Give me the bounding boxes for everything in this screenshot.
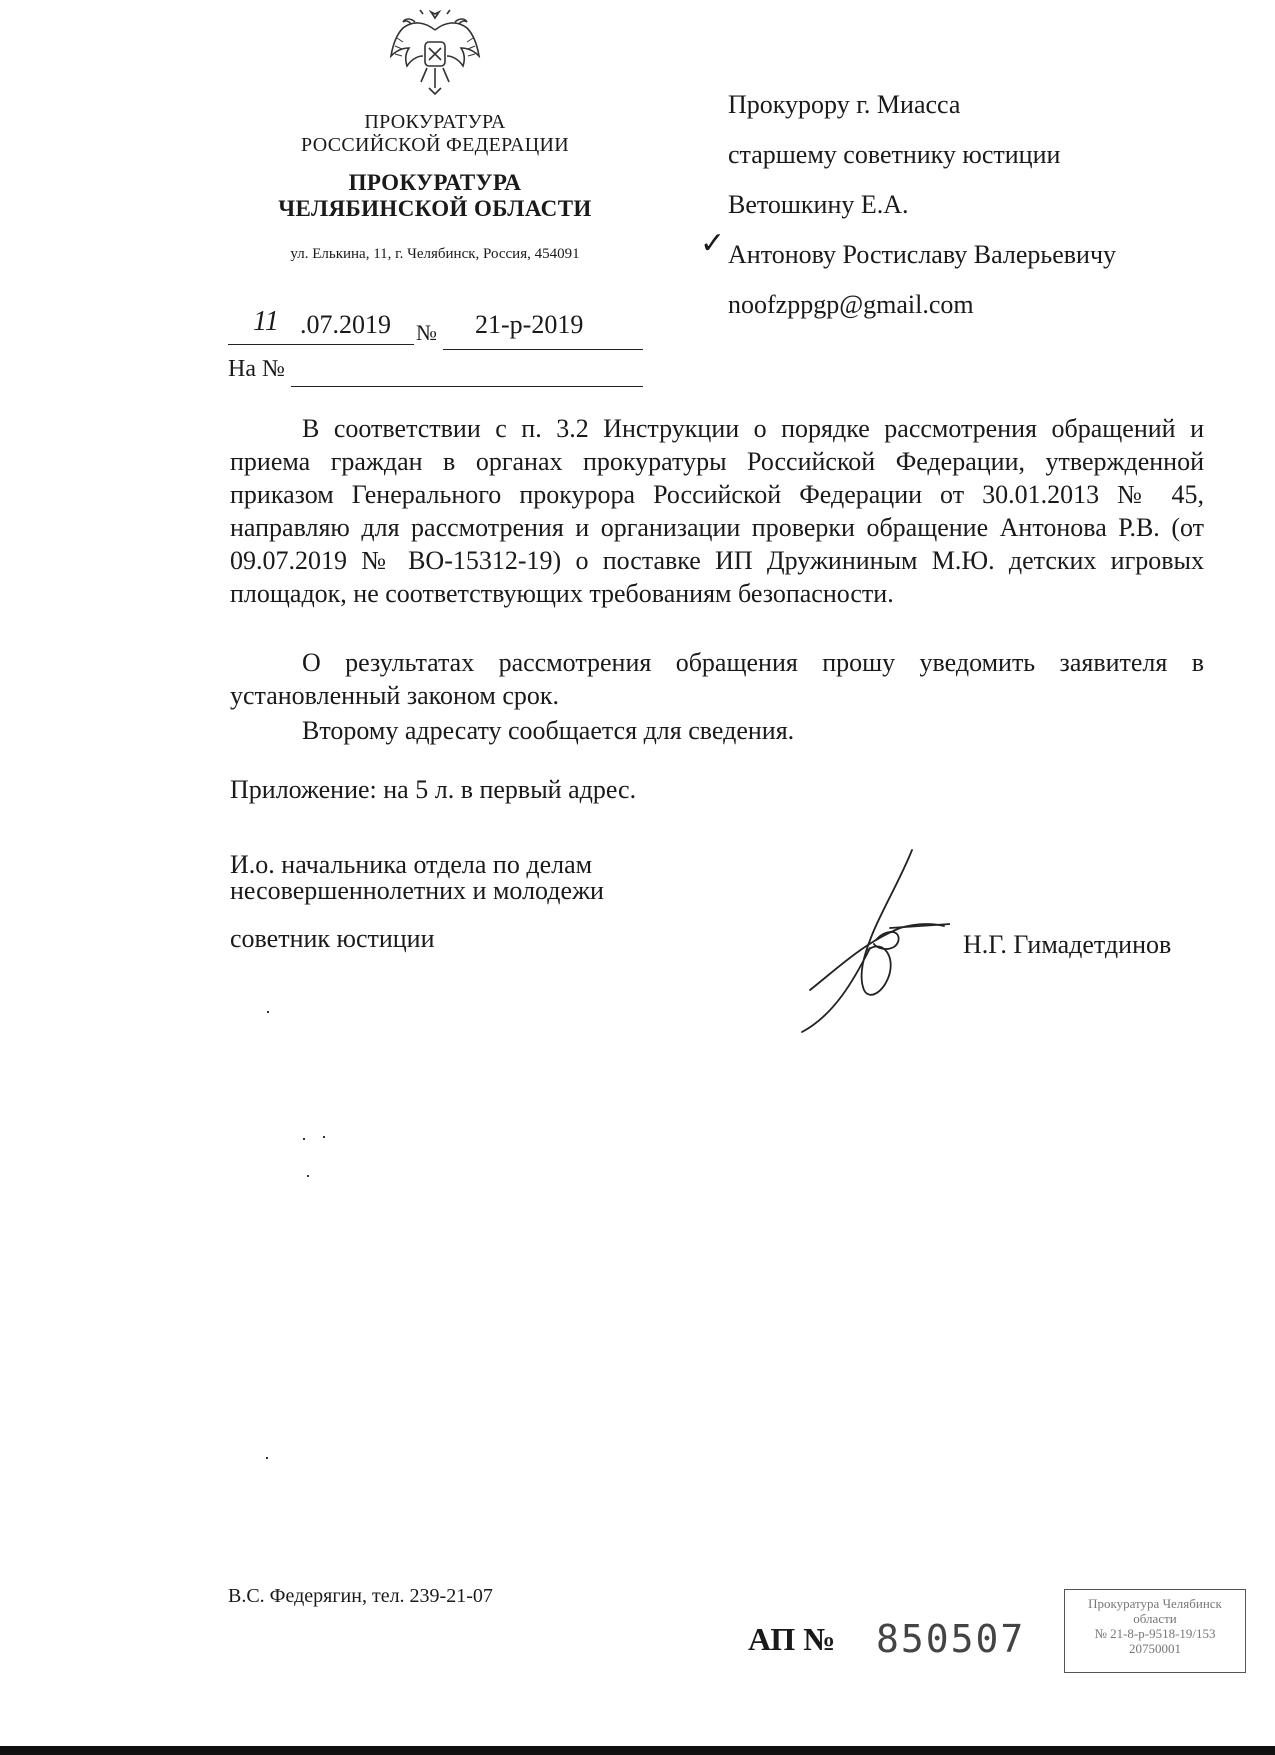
handwritten-signature-icon <box>790 840 950 1040</box>
coat-of-arms-icon <box>385 8 485 98</box>
date-month-year: .07.2019 <box>300 310 391 339</box>
scan-speck <box>267 1011 269 1013</box>
signer-position-line1: И.о. начальника отдела по делам <box>230 850 593 879</box>
stamp-line-4: 20750001 <box>1129 1641 1181 1656</box>
recipient-email: noofzppgp@gmail.com <box>728 290 974 319</box>
scan-bottom-edge <box>0 1746 1275 1755</box>
recipient-line-3: Ветошкину Е.А. <box>728 190 909 219</box>
signer-rank: советник юстиции <box>230 924 435 953</box>
body-paragraph-3: Второму адресату сообщается для сведения. <box>302 716 795 745</box>
registration-stamp <box>1064 1589 1246 1673</box>
checkmark-icon: ✓ <box>700 226 726 261</box>
scan-speck <box>303 1138 305 1140</box>
date-day-handwritten: 11 <box>253 306 279 337</box>
ap-number: 850507 <box>876 1617 1026 1661</box>
scan-speck <box>266 1457 268 1459</box>
attachment-note: Приложение: на 5 л. в первый адрес. <box>230 775 637 804</box>
number-underline <box>443 349 643 350</box>
date-underline <box>228 344 414 345</box>
recipient-line-1: Прокурору г. Миасса <box>728 90 961 119</box>
dept-name-line2: ЧЕЛЯБИНСКОЙ ОБЛАСТИ <box>278 196 592 221</box>
stamp-line-3: № 21-8-р-9518-19/153 <box>1094 1626 1216 1641</box>
ref-label: На № <box>228 356 285 382</box>
ref-underline <box>291 386 643 387</box>
org-name-line1: ПРОКУРАТУРА <box>364 111 506 133</box>
stamp-line-2: области <box>1133 1611 1177 1626</box>
org-address: ул. Елькина, 11, г. Челябинск, Россия, 454091 <box>290 246 580 262</box>
scan-speck <box>323 1136 325 1138</box>
number-sign: № <box>416 320 437 345</box>
doc-number: 21-р-2019 <box>475 310 584 339</box>
org-name-line2: РОССИЙСКОЙ ФЕДЕРАЦИИ <box>301 134 569 156</box>
dept-name-line1: ПРОКУРАТУРА <box>348 170 522 195</box>
scan-speck <box>307 1175 309 1177</box>
recipient-line-4: Антонову Ростиславу Валерьевичу <box>728 240 1117 269</box>
ap-label: АП № <box>748 1621 836 1657</box>
signer-position-line2: несовершеннолетних и молодежи <box>230 876 604 905</box>
body-paragraph-1: В соответствии с п. 3.2 Инструкции о порядке рассмотрения обращений и приема граждан в органах прокуратуры Российской Федерации, утвержденной приказом Генерального прокурора Российской Федерации от 30.01.2013 № 45, направляю для рассмотрения и организации проверки обращение Антонова Р.В. (от 09.07.2019 № ВО-15312-19) о поставке ИП Дружининым М.Ю. детских игровых площадок, не соответствующих требованиям безопасности. <box>230 414 1204 608</box>
stamp-line-1: Прокуратура Челябинск <box>1088 1596 1222 1611</box>
executor-contact: В.С. Федерягин, тел. 239-21-07 <box>228 1585 493 1607</box>
recipient-line-2: старшему советнику юстиции <box>728 140 1061 169</box>
body-paragraph-2: О результатах рассмотрения обращения прошу уведомить заявителя в установленный законом срок. <box>230 648 1204 710</box>
signer-name: Н.Г. Гимадетдинов <box>963 930 1172 959</box>
